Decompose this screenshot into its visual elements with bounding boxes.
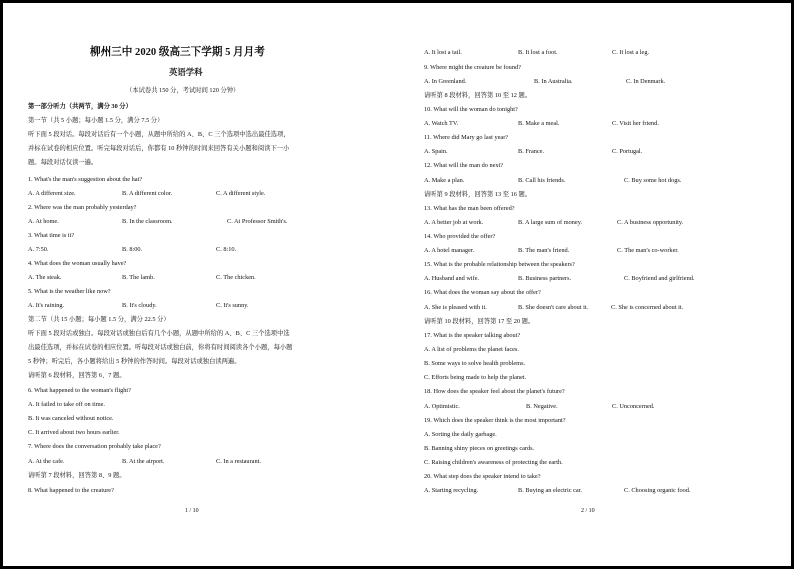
material-8-note: 请听第 8 段材料，回答第 10 至 12 题。 [424, 92, 532, 99]
section1-instruction-line: 听下面 5 段对话。每段对话后有一个小题，从题中所给的 A、B、C 三个选项中选出最佳选项， [28, 131, 290, 138]
section2-instruction-line: 听下面 5 段对话或独白。每段对话或独白后有几个小题，从题中所给的 A、B、C 三个选项中选 [28, 330, 290, 337]
option-13a: A. A better job at work. [424, 219, 484, 226]
option-4c: C. The chicken. [216, 274, 256, 281]
option-12c: C. Buy some hot dogs. [624, 177, 682, 184]
material-6-note: 请听第 6 段材料，回答第 6、7 题。 [28, 372, 126, 379]
question-3: 3. What time is it? [28, 232, 75, 239]
option-5a: A. It's raining. [28, 302, 65, 309]
question-6: 6. What happened to the woman's flight? [28, 387, 131, 394]
option-1c: C. A different style. [216, 190, 266, 197]
section1-instruction-line: 题。每段对话仅读一遍。 [28, 159, 98, 166]
option-18b: B. Negative. [526, 403, 558, 410]
material-9-note: 请听第 9 段材料，回答第 13 至 16 题。 [424, 191, 532, 198]
option-1b: B. A different color. [122, 190, 173, 197]
question-20: 20. What step does the speaker intend to take? [424, 473, 541, 480]
option-4b: B. The lamb. [122, 274, 155, 281]
option-18c: C. Unconcerned. [612, 403, 655, 410]
question-13: 13. What has the man been offered? [424, 205, 515, 212]
option-16b: B. She doesn't care about it. [518, 304, 589, 311]
option-10c: C. Visit her friend. [612, 120, 659, 127]
exam-sheet [3, 3, 791, 566]
question-18: 18. How does the speaker feel about the planet's future? [424, 388, 565, 395]
option-6b: B. It was canceled without notice. [28, 415, 114, 422]
option-3a: A. 7:50. [28, 246, 49, 253]
page-number: 2 / 10 [581, 508, 595, 514]
section2-instruction-line: 出最佳选项，并标在试卷的相应位置。听每段对话或独白前，你将有时间阅读各个小题，每小题 [28, 344, 293, 351]
question-12: 12. What will the man do next? [424, 162, 504, 169]
option-17a: A. A list of problems the planet faces. [424, 346, 519, 353]
option-14b: B. The man's friend. [518, 247, 570, 254]
section2-heading: 第二节（共 15 小题；每小题 1.5 分，满分 22.5 分） [28, 316, 170, 323]
option-6c: C. It arrived about two hours earlier. [28, 429, 120, 436]
page-right [424, 3, 769, 566]
option-13b: B. A large sum of money. [518, 219, 583, 226]
option-9c: C. In Denmark. [626, 78, 666, 85]
question-16: 16. What does the woman say about the offer? [424, 289, 541, 296]
option-16c: C. She is concerned about it. [611, 304, 684, 311]
option-19b: B. Banning shiny pieces on greetings cards. [424, 445, 535, 452]
option-11a: A. Spain. [424, 148, 448, 155]
question-2: 2. Where was the man probably yesterday? [28, 204, 137, 211]
material-10-note: 请听第 10 段材料，回答第 17 至 20 题。 [424, 318, 535, 325]
question-15: 15. What is the probable relationship between the speakers? [424, 261, 575, 268]
option-9a: A. In Greenland. [424, 78, 467, 85]
option-2b: B. In the classroom. [122, 218, 173, 225]
option-3c: C. 8:10. [216, 246, 237, 253]
option-14a: A. A hotel manager. [424, 247, 475, 254]
option-14c: C. The man's co-worker. [617, 247, 679, 254]
option-5c: C. It's sunny. [216, 302, 249, 309]
option-15a: A. Husband and wife. [424, 275, 480, 282]
exam-note: （本试卷共 150 分，考试时间 120 分钟） [126, 87, 240, 94]
option-13c: C. A business opportunity. [617, 219, 684, 226]
option-10a: A. Watch TV. [424, 120, 459, 127]
material-7-note: 请听第 7 段材料，回答第 8、9 题。 [28, 472, 126, 479]
question-9: 9. Where might the creature be found? [424, 64, 521, 71]
option-17b: B. Some ways to solve health problems. [424, 360, 526, 367]
option-17c: C. Efforts being made to help the planet. [424, 374, 527, 381]
option-12a: A. Make a plan. [424, 177, 465, 184]
exam-title: 柳州三中 2020 级高三下学期 5 月月考 [90, 47, 265, 58]
option-8c: C. It lost a leg. [612, 49, 650, 56]
question-4: 4. What does the woman usually have? [28, 260, 127, 267]
option-2a: A. At home. [28, 218, 59, 225]
option-7a: A. At the cafe. [28, 458, 65, 465]
question-19: 19. Which does the speaker think is the most important? [424, 417, 566, 424]
option-9b: B. In Australia. [534, 78, 573, 85]
section1-instruction-line: 并标在试卷的相应位置。听完每段对话后，你都有 10 秒钟的时间来回答有关小题和阅读下一小 [28, 145, 290, 152]
option-2c: C. At Professor Smith's. [227, 218, 288, 225]
question-10: 10. What will the woman do tonight? [424, 106, 518, 113]
option-7b: B. At the airport. [122, 458, 165, 465]
option-19c: C. Raising children's awareness of protecting the earth. [424, 459, 563, 466]
question-1: 1. What's the man's suggestion about the hat? [28, 176, 143, 183]
option-8a: A. It lost a tail. [424, 49, 462, 56]
option-11c: C. Portugal. [612, 148, 643, 155]
question-5: 5. What is the weather like now? [28, 288, 111, 295]
question-14: 14. Who provided the offer? [424, 233, 496, 240]
question-7: 7. Where does the conversation probably take place? [28, 443, 161, 450]
option-6a: A. It failed to take off on time. [28, 401, 105, 408]
option-16a: A. She is pleased with it. [424, 304, 487, 311]
part1-heading: 第一部分听力（共两节，满分 30 分） [28, 103, 132, 110]
option-15b: B. Business partners. [518, 275, 572, 282]
section2-instruction-line: 5 秒钟；听完后，各小题将给出 5 秒钟的作答时间。每段对话或独白读两遍。 [28, 358, 241, 365]
option-5b: B. It's cloudy. [122, 302, 157, 309]
option-8b: B. It lost a foot. [518, 49, 558, 56]
option-7c: C. In a restaurant. [216, 458, 261, 465]
option-10b: B. Make a meal. [518, 120, 560, 127]
option-20c: C. Choosing organic food. [624, 487, 691, 494]
question-11: 11. Where did Mary go last year? [424, 134, 509, 141]
option-19a: A. Sorting the daily garbage. [424, 431, 497, 438]
option-18a: A. Optimistic. [424, 403, 460, 410]
page-number: 1 / 10 [185, 508, 199, 514]
option-1a: A. A different size. [28, 190, 76, 197]
option-3b: B. 8:00. [122, 246, 143, 253]
option-15c: C. Boyfriend and girlfriend. [624, 275, 695, 282]
option-4a: A. The steak. [28, 274, 62, 281]
option-11b: B. France. [518, 148, 545, 155]
option-12b: B. Call his friends. [518, 177, 566, 184]
page-left [28, 3, 373, 566]
question-8: 8. What happened to the creature? [28, 487, 114, 494]
option-20b: B. Buying an electric car. [518, 487, 582, 494]
section1-heading: 第一节（共 5 小题；每小题 1.5 分，满分 7.5 分） [28, 117, 164, 124]
question-17: 17. What is the speaker talking about? [424, 332, 521, 339]
option-20a: A. Starting recycling. [424, 487, 479, 494]
subject-title: 英语学科 [169, 68, 203, 77]
